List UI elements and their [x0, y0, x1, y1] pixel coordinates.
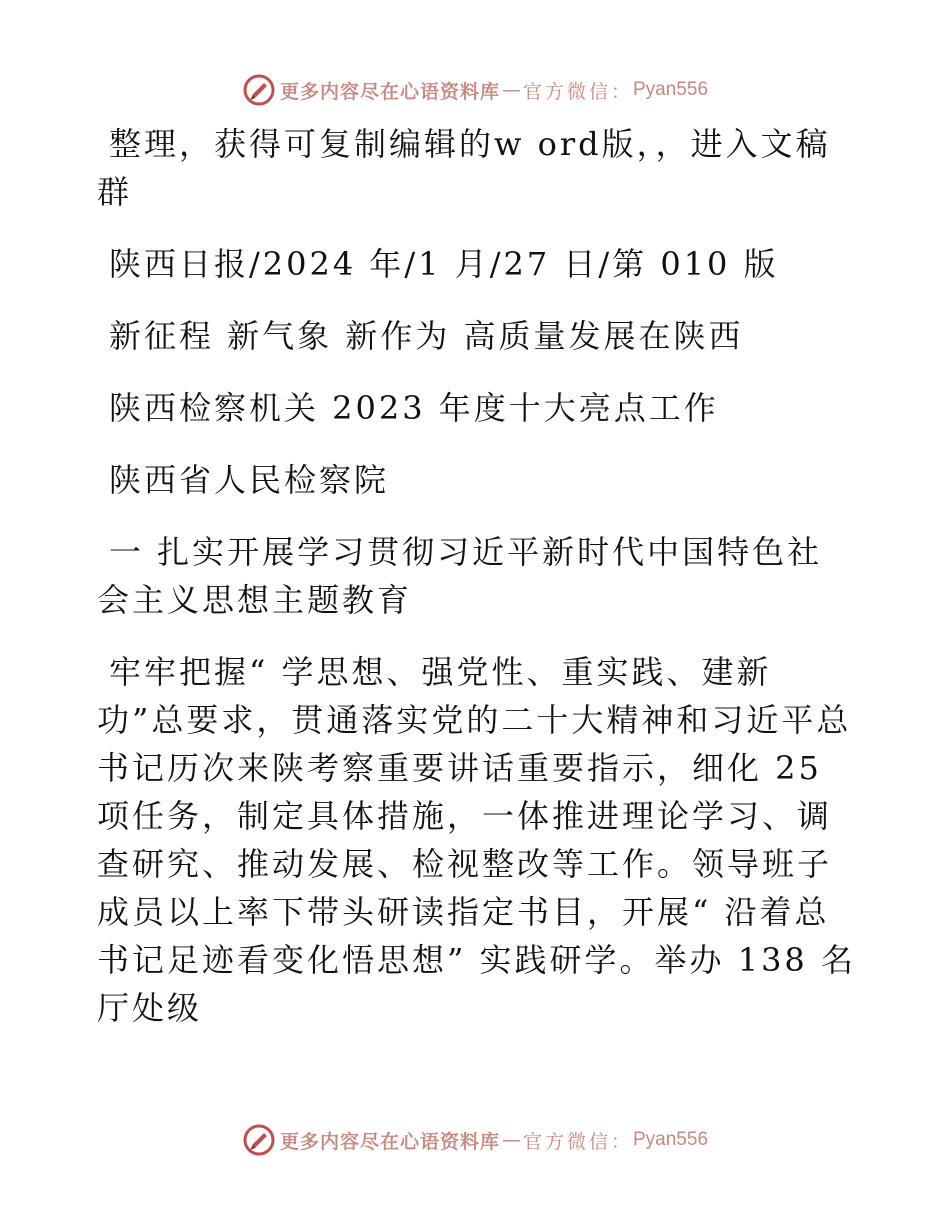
header-banner-separator: — [501, 79, 521, 101]
section-heading: 一 扎实开展学习贯彻习近平新时代中国特色社会主义思想主题教育 [97, 533, 823, 619]
column-line: 新征程 新气象 新作为 高质量发展在陕西 [109, 317, 744, 355]
header-banner-text: 更多内容尽在心语资料库 [279, 80, 500, 103]
header-wechat-label: 官方微信： [522, 80, 633, 103]
author-line: 陕西省人民检察院 [109, 461, 390, 499]
body-paragraph: 牢牢把握“ 学思想、强党性、重实践、建新功”总要求，贯通落实党的二十大精神和习近平总书记历次来陕考察重要讲话重要指示，细化 25 项任务，制定具体措施，一体推进理论学习、调查研究、推动发展、检视整改等工作。领导班子成员以上率下带头研读指定书目，开展“ 沿着总书记足迹看变化悟思想” 实践研学。举办 138 名厅处级 [97, 653, 856, 1027]
footer-banner [0, 1120, 950, 1160]
footer-banner-separator: — [501, 1129, 521, 1151]
footer-wechat-id: Pyan556 [633, 1129, 709, 1150]
header-banner [0, 70, 950, 110]
intro-paragraph: 整理，获得可复制编辑的w ord版，，进入文稿群 [97, 125, 831, 211]
source-line: 陕西日报/2024 年/1 月/27 日/第 010 版 [109, 245, 779, 283]
logo-icon [242, 1123, 276, 1157]
footer-wechat-label: 官方微信： [522, 1130, 633, 1153]
document-title: 陕西检察机关 2023 年度十大亮点工作 [109, 389, 719, 427]
header-wechat-id: Pyan556 [633, 79, 709, 100]
logo-icon [242, 73, 276, 107]
footer-banner-text: 更多内容尽在心语资料库 [279, 1130, 500, 1153]
document-body [97, 120, 857, 1056]
